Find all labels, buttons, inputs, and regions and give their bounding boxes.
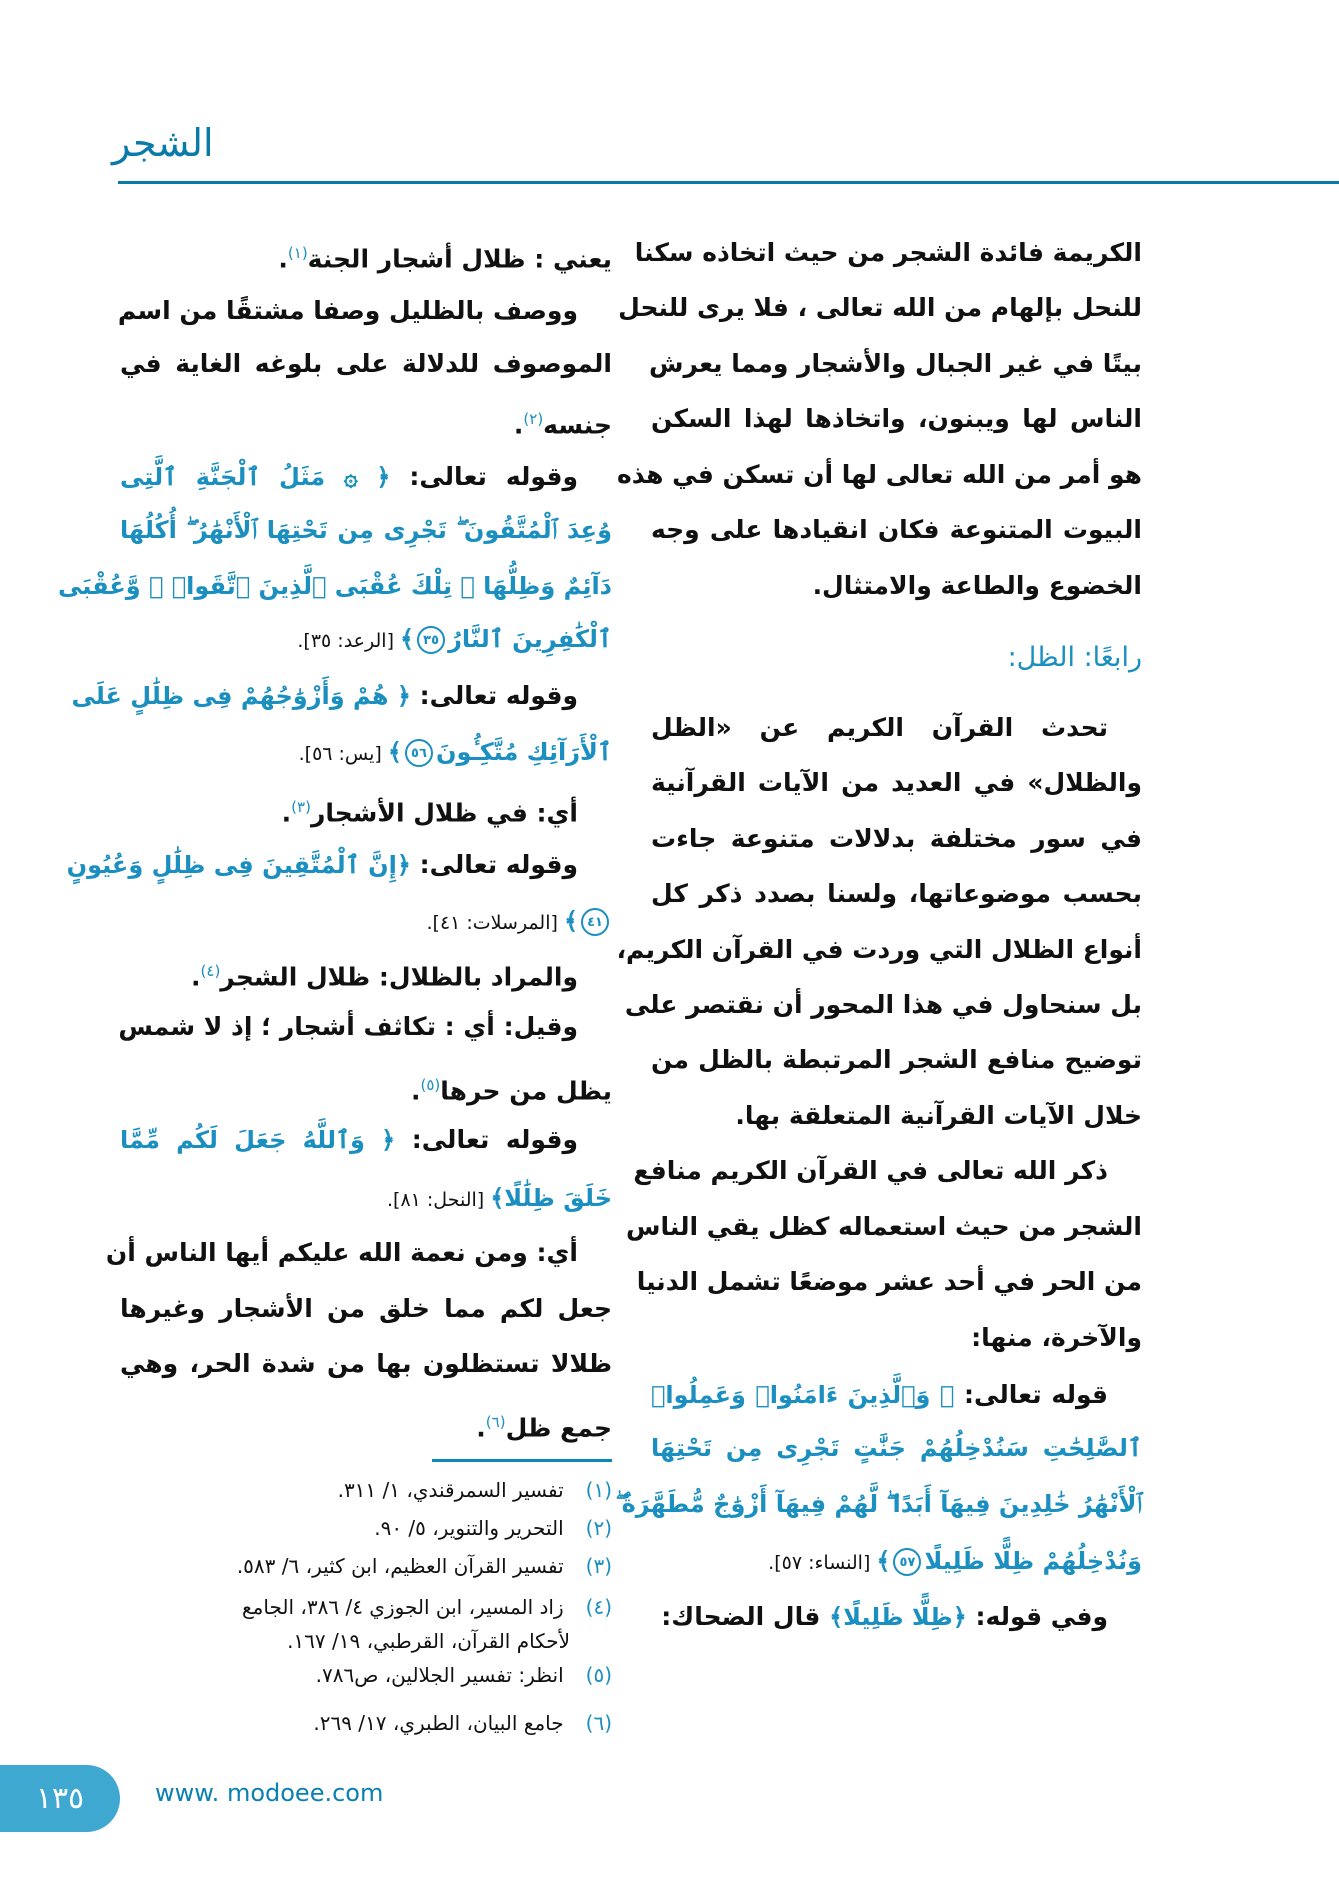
ayah-number: ٤١ — [581, 908, 609, 936]
body-text: بل سنحاول في هذا المحور أن نقتصر على — [624, 990, 1142, 1019]
body-text: . — [278, 244, 288, 274]
text-line — [651, 1035, 1142, 1085]
body-text: أنواع الظلال التي وردت في القرآن الكريم، — [616, 935, 1142, 964]
text-line — [651, 505, 1142, 555]
text-line — [120, 1115, 612, 1165]
quran-verse: ﴾ — [563, 907, 578, 935]
body-text: . — [191, 962, 201, 992]
verse-reference: [النساء: ٥٧]. — [768, 1552, 877, 1574]
text-line — [120, 946, 612, 996]
body-text: يعني : ظلال أشجار الجنة — [307, 244, 612, 274]
body-text: . — [476, 1413, 486, 1443]
footnote-continuation: لأحكام القرآن، القرطبي، ١٩/ ١٦٧. — [287, 1629, 570, 1653]
body-text: . — [410, 1076, 421, 1106]
footnote-number: (٣) — [585, 1554, 612, 1578]
text-line — [66, 840, 612, 890]
text-line — [651, 633, 1142, 683]
text-line — [120, 1173, 612, 1223]
body-text: ووصف بالظليل وصفا مشتقًا من اسم — [117, 296, 578, 325]
section-heading: رابعًا: الظل: — [1007, 642, 1142, 673]
quran-verse: ﴿ هُمْ وَأَزْوَٰجُهُمْ فِى ظِلَٰلٍ عَلَى — [71, 682, 411, 710]
footnote-number: (٥) — [585, 1663, 612, 1687]
quran-verse: وُعِدَ ٱلْمُتَّقُونَ ۖ تَجْرِى مِن تَحْتِهَا ٱلْأَنْهَٰرُ ۖ أُكُلُهَا — [120, 516, 612, 544]
footnote-text: تفسير السمرقندي، ١/ ٣١١. — [337, 1478, 564, 1502]
footnote-marker: (١) — [287, 244, 308, 262]
verse-reference: [يس: ٥٦]. — [298, 743, 388, 765]
body-text: للنحل بإلهام من الله تعالى ، فلا يرى للنحل — [618, 293, 1142, 322]
text-line — [651, 1592, 1142, 1642]
text-line — [651, 1423, 1142, 1473]
text-line — [120, 394, 612, 444]
page-number: ١٣٥ — [35, 1781, 85, 1816]
website-url[interactable]: www. modoee.com — [155, 1779, 384, 1807]
footnote-marker: (٥) — [420, 1076, 441, 1094]
body-text: تحدث القرآن الكريم عن «الظل — [651, 713, 1108, 742]
page-number-badge — [0, 1765, 120, 1832]
body-text: قوله تعالى: — [954, 1380, 1108, 1409]
body-text: جنسه — [543, 410, 612, 440]
text-line — [651, 869, 1142, 919]
body-text: خلال الآيات القرآنية المتعلقة بها. — [735, 1101, 1142, 1130]
body-text: يظل من حرها — [440, 1076, 612, 1106]
footnote — [120, 1511, 612, 1545]
footnote-text: تفسير القرآن العظيم، ابن كثير، ٦/ ٥٨٣. — [236, 1554, 564, 1578]
text-line — [120, 339, 612, 389]
ayah-number: ٣٥ — [417, 626, 445, 654]
body-text: في سور مختلفة بدلالات متنوعة جاءت — [651, 824, 1142, 853]
body-text: هو أمر من الله تعالى لها أن تسكن في هذه — [616, 460, 1142, 489]
text-line — [117, 286, 612, 336]
body-text: جمع ظل — [505, 1413, 612, 1443]
body-text: . — [281, 798, 292, 828]
text-line — [120, 1397, 612, 1447]
text-line — [626, 1202, 1142, 1252]
text-line — [651, 814, 1142, 864]
text-line — [120, 614, 612, 664]
body-text: ظلالا تستظلون بها من شدة الحر، وهي — [120, 1349, 612, 1378]
body-text: والمراد بالظلال: ظلال الشجر — [220, 962, 578, 992]
body-text: الموصوف للدلالة على بلوغه الغاية في — [120, 349, 612, 378]
ayah-number: ٥٦ — [405, 739, 433, 767]
body-text: وقوله تعالى: — [410, 681, 578, 710]
quran-verse: ٱلْكَٰفِرِينَ ٱلنَّارُ — [448, 625, 612, 653]
text-line — [120, 452, 612, 502]
text-line — [651, 1536, 1142, 1586]
body-text: الناس لها ويبنون، واتخاذها لهذا السكن — [651, 404, 1142, 433]
header-divider — [118, 181, 1339, 184]
body-text: وقيل: أي : تكاثف أشجار ؛ إذ لا شمس — [118, 1012, 578, 1041]
body-text: وقوله تعالى: — [390, 462, 579, 491]
quran-verse: ٱلصَّٰلِحَٰتِ سَنُدْخِلُهُمْ جَنَّٰتٍ تَجْرِى مِن تَحْتِهَا — [651, 1434, 1142, 1462]
quran-verse: دَآئِمٌ وَظِلُّهَا ۚ تِلْكَ عُقْبَى ٱلَّذِينَ ٱتَّقَوا۟ ۖ وَّعُقْبَى — [57, 572, 612, 600]
body-text: ذكر الله تعالى في القرآن الكريم منافع — [633, 1156, 1108, 1185]
footnote-marker: (٢) — [523, 410, 544, 428]
body-text: والآخرة، منها: — [971, 1323, 1142, 1352]
quran-verse: ﴾ — [876, 1547, 891, 1575]
text-line — [120, 782, 612, 832]
text-line — [624, 980, 1142, 1030]
quran-verse: ﴿إِنَّ ٱلْمُتَّقِينَ فِى ظِلَٰلٍ وَعُيُونٍ — [66, 851, 411, 879]
body-text: أي: في ظلال الأشجار — [310, 798, 578, 828]
quran-verse: ﴿ وَٱلَّذِينَ ءَامَنُوا۟ وَعَمِلُوا۟ — [651, 1381, 955, 1409]
footnote — [120, 1590, 612, 1658]
text-line — [651, 1313, 1142, 1363]
footnote-number: (١) — [585, 1478, 612, 1502]
quran-verse: ﴿ ۞ مَثَلُ ٱلْجَنَّةِ ٱلَّتِى — [120, 463, 391, 491]
text-line — [633, 1146, 1142, 1196]
text-line — [71, 671, 612, 721]
footnote-number: (٦) — [585, 1711, 612, 1735]
verse-reference: [المرسلات: ٤١]. — [426, 912, 564, 934]
body-text: بحسب موضوعاتها، ولسنا بصدد ذكر كل — [651, 879, 1142, 908]
body-text: من الحر في أحد عشر موضعًا تشمل الدنيا — [636, 1267, 1142, 1296]
body-text: أي: ومن نعمة الله عليكم أيها الناس أن — [105, 1238, 578, 1267]
body-text: وفي قوله: — [966, 1602, 1108, 1631]
quran-verse: ﴿ وَٱللَّهُ جَعَلَ لَكُم مِّمَّا — [120, 1126, 396, 1154]
running-header-title: الشجر — [112, 121, 214, 165]
text-line — [616, 925, 1142, 975]
text-line — [105, 1228, 612, 1278]
body-text: . — [513, 410, 524, 440]
quran-verse: وَنُدْخِلُهُمْ ظِلًّا ظَلِيلًا — [924, 1547, 1142, 1575]
footnote-number: (٤) — [585, 1595, 612, 1619]
body-text: البيوت المتنوعة فكان انقيادها على وجه — [651, 515, 1142, 544]
body-text: قال الضحاك: — [661, 1602, 830, 1631]
verse-reference: [الرعد: ٣٥]. — [297, 630, 401, 652]
body-text: الخضوع والطاعة والامتثال. — [812, 571, 1142, 600]
text-line — [651, 339, 1142, 389]
quran-verse: ٱلْأَرَآئِكِ مُتَّكِـُٔونَ — [435, 738, 612, 766]
footnote-number: (٢) — [585, 1516, 612, 1540]
text-line — [651, 1370, 1142, 1420]
text-line — [636, 1257, 1142, 1307]
body-text: والظلال» في العديد من الآيات القرآنية — [651, 768, 1142, 797]
footnote — [120, 1706, 612, 1740]
text-line — [120, 505, 612, 555]
verse-reference: [النحل: ٨١]. — [386, 1189, 491, 1211]
footnote — [120, 1473, 612, 1507]
body-text: الكريمة فائدة الشجر من حيث اتخاذه سكنا — [634, 238, 1142, 267]
text-line — [120, 896, 612, 946]
text-line — [120, 1002, 612, 1052]
text-line — [618, 283, 1142, 333]
body-text: الشجر من حيث استعماله كظل يقي الناس — [626, 1212, 1142, 1241]
text-line — [120, 727, 612, 777]
footnote-marker: (٣) — [291, 798, 311, 816]
text-line — [651, 1091, 1142, 1141]
quran-verse: ﴾ — [387, 738, 402, 766]
footnote-text: جامع البيان، الطبري، ١٧/ ٢٦٩. — [313, 1711, 564, 1735]
text-line — [634, 228, 1142, 278]
text-line — [651, 703, 1142, 753]
ayah-number: ٥٧ — [893, 1548, 921, 1576]
quran-verse: ﴿ظِلًّا ظَلِيلًا﴾ — [829, 1603, 967, 1631]
text-line — [651, 561, 1142, 611]
quran-verse: ﴾ — [400, 625, 415, 653]
body-text: بيتًا في غير الجبال والأشجار ومما يعرش — [649, 349, 1142, 378]
text-line — [120, 1060, 612, 1110]
footnote-text: زاد المسير، ابن الجوزي ٤/ ٣٨٦، الجامع — [242, 1595, 564, 1619]
quran-verse: خَلَقَ ظِلَٰلًا﴾ — [490, 1184, 612, 1212]
body-text: وقوله تعالى: — [395, 1125, 579, 1154]
text-line — [120, 1284, 612, 1334]
footnote — [120, 1658, 612, 1692]
text-line — [616, 450, 1142, 500]
footnote-text: انظر: تفسير الجلالين، ص٧٨٦. — [315, 1663, 564, 1687]
text-line — [57, 561, 612, 611]
text-line — [120, 1339, 612, 1389]
quran-verse: ٱلْأَنْهَٰرُ خَٰلِدِينَ فِيهَآ أَبَدًا ۖ لَّهُمْ فِيهَآ أَزْوَٰجٌ مُّطَهَّرَةٌ ۖ — [615, 1490, 1142, 1518]
footnote-marker: (٤) — [200, 962, 221, 980]
footnote — [120, 1549, 612, 1583]
text-line — [651, 758, 1142, 808]
body-text: جعل لكم مما خلق من الأشجار وغيرها — [120, 1294, 612, 1323]
text-line — [615, 1479, 1142, 1529]
footnote-divider — [432, 1459, 612, 1462]
body-text: وقوله تعالى: — [410, 850, 578, 879]
text-line — [651, 394, 1142, 444]
body-text: توضيح منافع الشجر المرتبطة بالظل من — [651, 1045, 1142, 1074]
footnote-text: التحرير والتنوير، ٥/ ٩٠. — [374, 1516, 564, 1540]
footnote-marker: (٦) — [485, 1413, 506, 1431]
text-line — [120, 228, 612, 278]
